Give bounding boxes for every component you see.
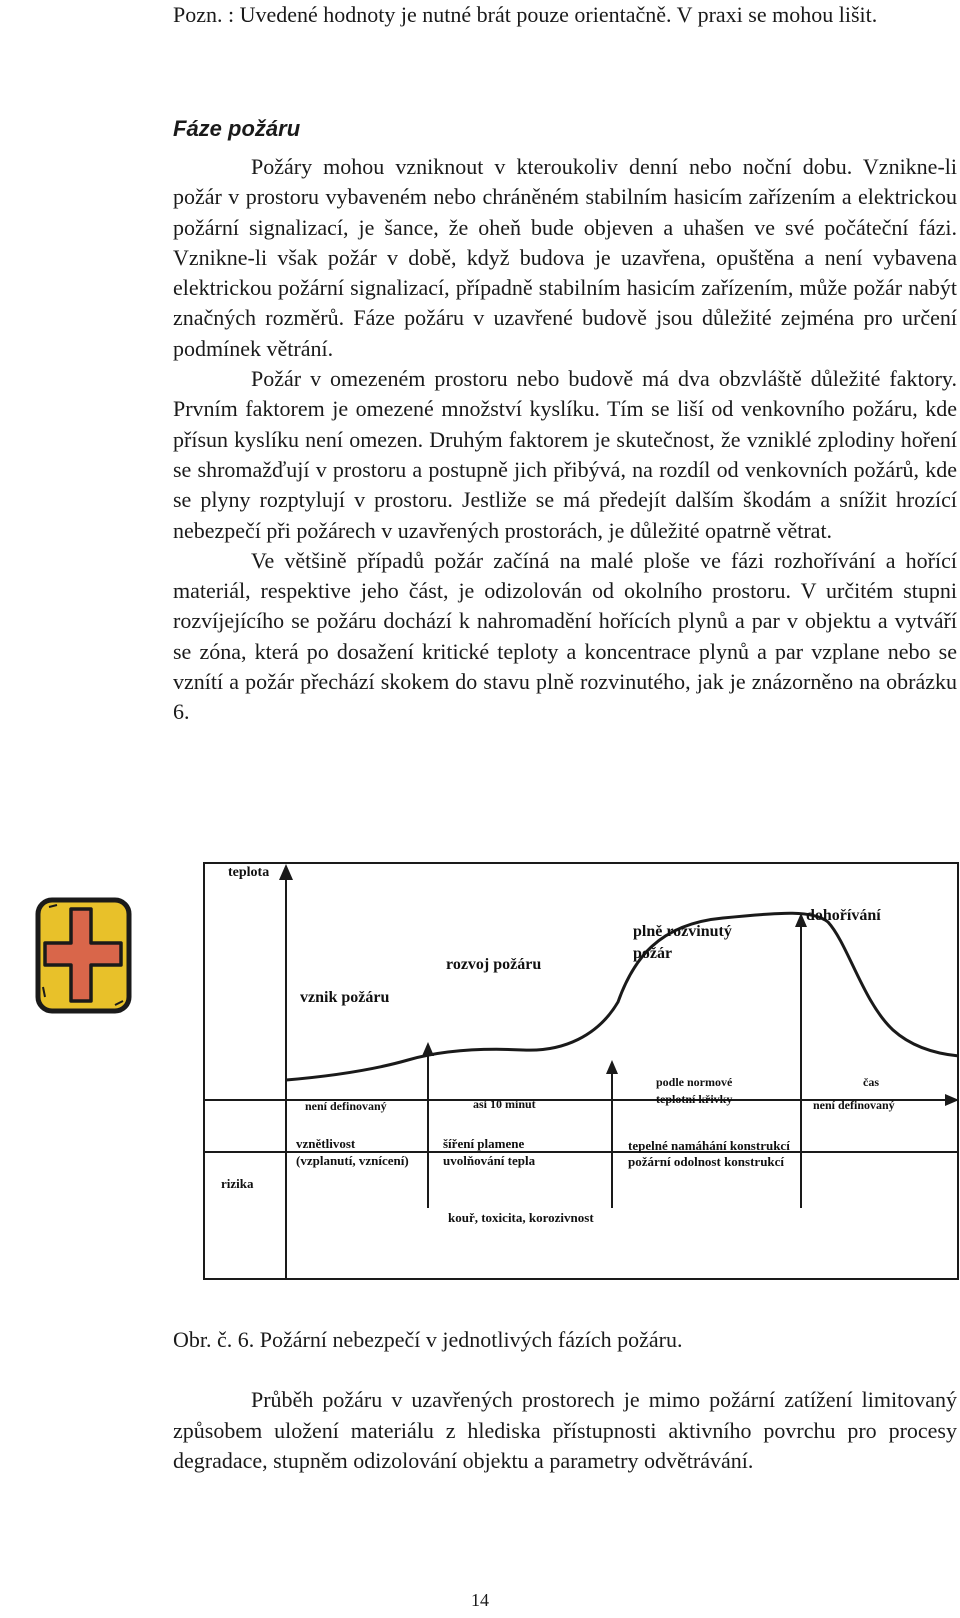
plus-icon xyxy=(35,897,132,1014)
closing-text xyxy=(173,1385,957,1477)
duration-developed-2: teplotní křivky xyxy=(656,1092,733,1106)
risk-developed-2: požární odolnost konstrukcí xyxy=(628,1154,785,1169)
section-heading: Fáze požáru xyxy=(173,116,301,141)
time-axis-label: čas xyxy=(863,1075,879,1089)
risk-common: kouř, toxicita, korozivnost xyxy=(448,1210,594,1225)
phase-label-decay: dohořívání xyxy=(806,907,881,924)
closing-paragraph: Průběh požáru v uzavřených prostorech je mimo požární zatížení limitovaný způsobem uložení materiálu z hlediska přístupnosti aktivního povrchu pro procesy degradace, stupněm odizolování objektu a parametry odvětrávání. xyxy=(173,1387,957,1473)
duration-growth: asi 10 minut xyxy=(473,1097,536,1111)
phase-label-growth: rozvoj požáru xyxy=(446,956,542,973)
paragraph-3: Ve většině případů požár začíná na malé ploše ve fázi rozhořívání a hořící materiál, respektive jeho část, je odizolován od okolního prostoru. V určitém stupni rozvíjejícího se požáru dochází k nahromadění hořících plynů a par v objektu a vytváří se zóna, která po dosažení kritické teploty a koncentrace plynů a par vzplane nebo se vznítí a požár přechází skokem do stavu plně rozvinutého, jak je znázorněno na obrázku 6. xyxy=(173,547,957,725)
risk-ignition-2: (vzplanutí, vznícení) xyxy=(296,1153,409,1168)
note-paragraph: Pozn. : Uvedené hodnoty je nutné brát pouze orientačně. V praxi se mohou lišit. xyxy=(173,2,878,27)
risks-label: rizika xyxy=(221,1176,254,1191)
duration-decay: není definovaný xyxy=(813,1098,895,1112)
risk-growth-1: šíření plamene xyxy=(443,1136,525,1151)
paragraph-1: Požáry mohou vzniknout v kteroukoliv denní nebo noční dobu. Vznikne-li požár v prostoru vybaveném nebo chráněném stabilním hasicím zařízením a elektrickou požární signalizací, je šance, že oheň bude objeven a uhašen ve své počáteční fázi. Vznikne-li však požár v době, když budova je uzavřena, opuštěna a není vybavena elektrickou požární signalizací, případně stabilním hasicím zařízením, může požár nabýt značných rozměrů. Fáze požáru v uzavřené budově jsou důležité zejména pro určení podmínek větrání. xyxy=(173,154,957,361)
temperature-axis-label: teplota xyxy=(228,865,270,880)
phase-label-developed-2: požár xyxy=(633,945,673,962)
fire-phases-diagram xyxy=(203,862,959,1280)
figure-caption: Obr. č. 6. Požární nebezpečí v jednotlivých fázích požáru. xyxy=(173,1327,683,1352)
risk-growth-2: uvolňování tepla xyxy=(443,1153,536,1168)
phase-label-ignition: vznik požáru xyxy=(300,989,390,1006)
body-text xyxy=(173,152,957,728)
duration-ignition: není definovaný xyxy=(305,1099,387,1113)
phase-label-developed-1: plně rozvinutý xyxy=(633,923,732,940)
duration-developed-1: podle normové xyxy=(656,1075,733,1089)
risk-developed-1: tepelné namáhání konstrukcí xyxy=(628,1138,790,1153)
paragraph-2: Požár v omezeném prostoru nebo budově má dva obzvláště důležité faktory. Prvním faktorem je omezené množství kyslíku. Tím se liší od venkovního požáru, kde přísun kyslíku není omezen. Druhým faktorem je skutečnost, že vzniklé zplodiny hoření se shromažďují v prostoru a postupně jich přibývá, na rozdíl od venkovních požárů, kde se plyny rozptylují v prostoru. Jestliže se má předejít dalším škodám a snížit hrozící nebezpečí při požárech v uzavřených prostorách, je důležité opatrně větrat. xyxy=(173,366,957,543)
risk-ignition-1: vznětlivost xyxy=(296,1136,356,1151)
page-number: 14 xyxy=(471,1590,489,1610)
